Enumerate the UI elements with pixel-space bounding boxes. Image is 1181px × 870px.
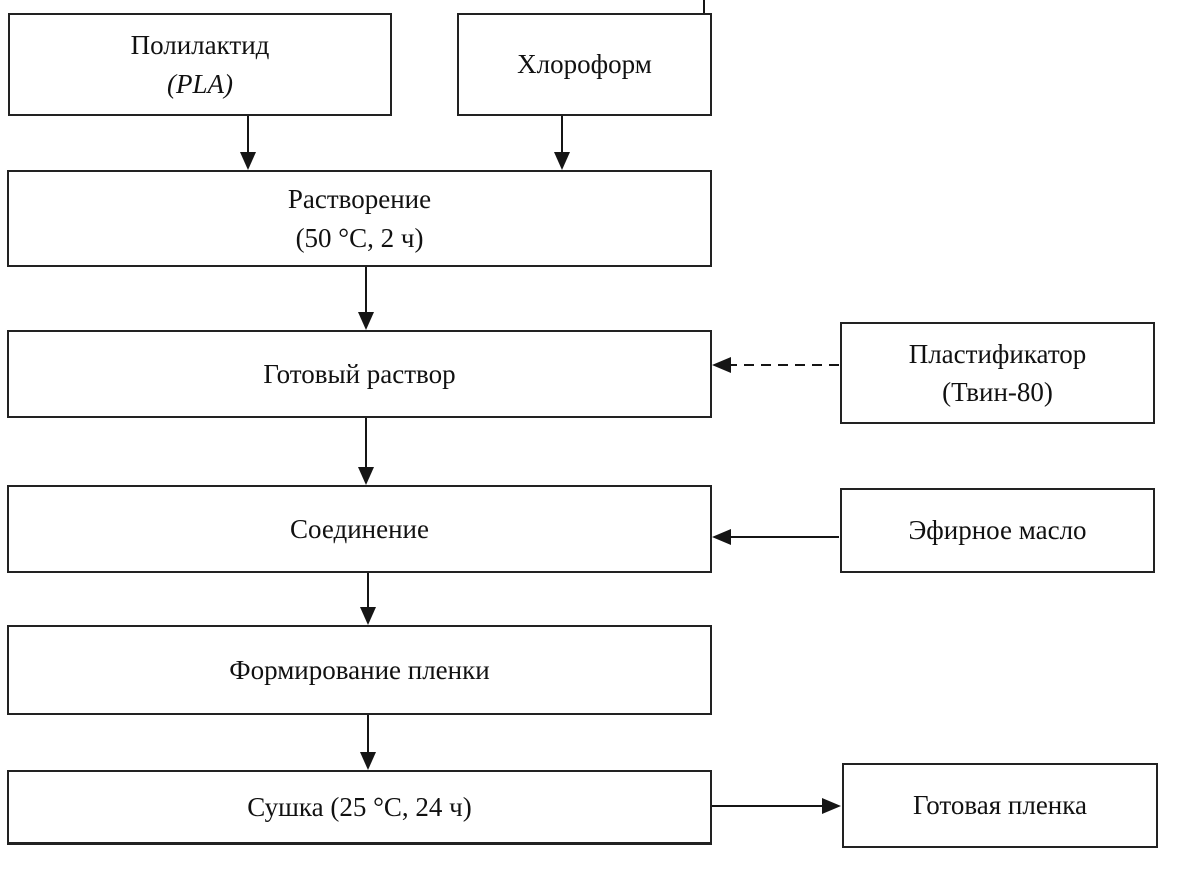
node-mixing (7, 485, 712, 573)
node-polylactide-label-line1: Полилактид (130, 30, 270, 61)
node-finished-film-label: Готовая пленка (913, 790, 1087, 821)
node-plasticizer-label-line1: Пластификатор (908, 338, 1087, 369)
node-drying-label: Сушка (25 °С, 24 ч) (247, 791, 472, 822)
node-ready-solution (7, 330, 712, 418)
node-essential-oil-label: Эфирное масло (908, 515, 1087, 546)
arrow-chloroform-to-dissolution (554, 116, 570, 170)
arrow-essential-oil-to-mixing (712, 529, 839, 545)
node-finished-film (842, 763, 1158, 848)
node-essential-oil (840, 488, 1155, 573)
node-polylactide-label-line2: (PLA) (167, 68, 233, 99)
node-film-forming-label: Формирование пленки (229, 654, 490, 685)
node-drying (7, 770, 712, 845)
arrow-pla-to-dissolution (240, 116, 256, 170)
node-dissolution-label-line1: Растворение (287, 184, 432, 215)
node-polylactide (8, 13, 392, 116)
arrow-plasticizer-to-ready-solution (712, 357, 839, 373)
node-dissolution-label-line2: (50 °С, 2 ч) (295, 222, 424, 253)
node-ready-solution-label: Готовый раствор (263, 358, 456, 389)
node-chloroform-label: Хлороформ (517, 49, 652, 80)
arrow-drying-to-finished-film (712, 798, 841, 814)
arrow-mixing-to-film-forming (360, 573, 376, 625)
arrow-dissolution-to-ready-solution (358, 267, 374, 330)
arrow-film-forming-to-drying (360, 715, 376, 770)
node-dissolution (7, 170, 712, 267)
node-plasticizer (840, 322, 1155, 424)
arrow-ready-solution-to-mixing (358, 418, 374, 485)
node-chloroform (457, 13, 712, 116)
node-plasticizer-label-line2: (Твин-80) (942, 377, 1053, 407)
node-mixing-label: Соединение (290, 513, 429, 544)
node-film-forming (7, 625, 712, 715)
